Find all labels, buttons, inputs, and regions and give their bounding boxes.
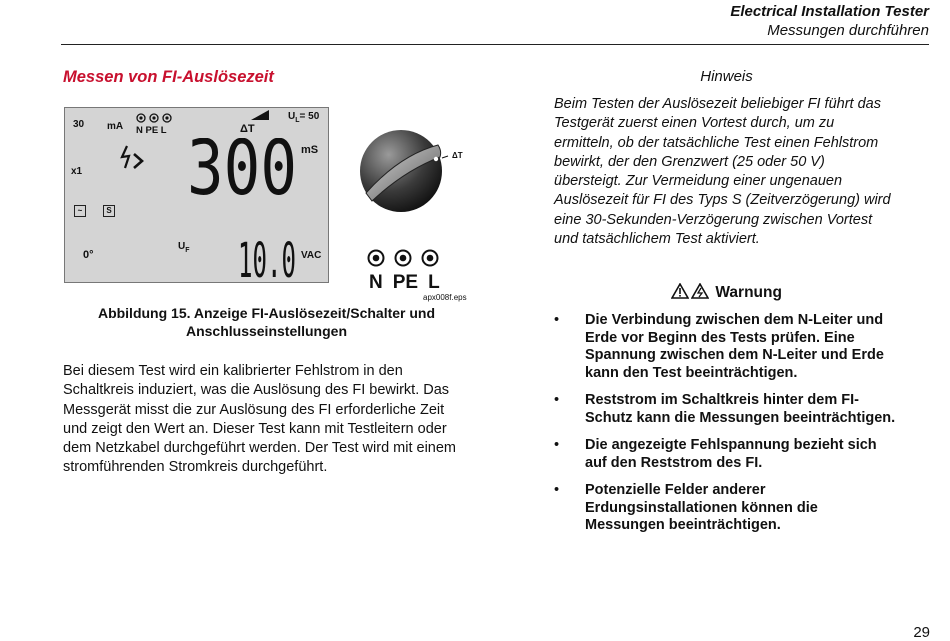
body-paragraph: Bei diesem Test wird ein kalibrierter Fehlstrom in den Schaltkreis induziert, was die Auslösung des FI bewirkt. Das Messgerät misst die zur Auslösung des FI erforderliche Zeit und zeigt den Wert an. Dieser Test kann mit Testleitern oder dem Netzkabel durchgeführt werden. Der Test wird mit einem stromführenden Stromkreis durchgeführt. (63, 363, 457, 476)
list-bullet: • (554, 312, 560, 328)
list-bullet: • (554, 482, 560, 498)
lcd-main-unit: mS (301, 144, 319, 156)
dial-delta-t-label: ΔT (452, 151, 463, 160)
terminal-symbols-icon (366, 248, 446, 270)
figure-caption: Abbildung 15. Anzeige FI-Auslösezeit/Schalter und Anschlusseinstellungen (97, 305, 436, 339)
svg-text:300: 300 (187, 138, 297, 198)
lcd-signal-icon (251, 110, 269, 120)
terminal-n: N (369, 272, 383, 293)
svg-text:10.0: 10.0 (238, 238, 296, 280)
list-item-text: Die angezeigte Fehlspannung bezieht sich auf den Reststrom des FI. (585, 437, 877, 471)
list-item-text: Die Verbindung zwischen dem N-Leiter und Erde vor Beginn des Tests prüfen. Eine Spannung zwischen dem N-Leiter und Erde kann den Test beeinträchtigen. (585, 312, 884, 381)
lcd-phase: 0° (83, 249, 94, 261)
list-item (554, 437, 899, 472)
list-item (554, 392, 899, 427)
lcd-s-box: S (103, 205, 115, 217)
warning-list (554, 312, 899, 545)
header-rule (61, 44, 929, 45)
lcd-terminal-dots-icon (136, 113, 176, 123)
lcd-ac-icon: ~ (74, 205, 86, 217)
warning-title (554, 283, 899, 302)
list-bullet: • (554, 392, 560, 408)
lcd-unit-ma: mA (107, 121, 124, 132)
list-item-text: Reststrom im Schaltkreis hinter dem FI-Schutz kann die Messungen beeinträchtigen. (585, 392, 896, 426)
lcd-multiplier: x1 (71, 166, 83, 177)
list-item (554, 312, 899, 382)
header-subtitle: Messungen durchführen (767, 22, 929, 39)
note-text: Beim Testen der Auslösezeit beliebiger FI führt das Testgerät zuerst einen Vortest durch, um zu ermitteln, ob der tatsächliche Test einen Fehlstrom bewirkt, der den Grenzwert (25 oder 50 V) übersteigt. Zur Vermeidung einer ungenauen Auslösezeit für FI des Typs S (Zeitverzögerung) wird eine 30-Sekunden-Verzögerung zwischen Vortest und tatsächlichem Test aktiviert. (554, 96, 891, 248)
note-title: Hinweis (700, 68, 753, 85)
lcd-main-readout (185, 138, 300, 198)
terminal-labels (369, 272, 450, 294)
terminal-pe: PE (392, 272, 419, 293)
lcd-display (64, 107, 329, 283)
electric-hazard-triangle-icon (691, 283, 709, 299)
lcd-secondary-unit: VAC (301, 250, 322, 261)
lcd-hazard-arrow-icon (117, 144, 149, 174)
list-item (554, 482, 899, 535)
lcd-ul-indicator: $U_L= 50$ (288, 111, 320, 124)
rotary-switch-icon (360, 125, 470, 217)
header-title: Electrical Installation Tester (730, 3, 929, 20)
lcd-secondary-readout (237, 238, 299, 280)
warning-title-text: Warnung (715, 284, 782, 301)
lcd-range-30: 30 (73, 119, 85, 130)
lcd-terminals-label: N PE L (136, 125, 167, 136)
list-item-text: Potenzielle Felder anderer Erdungsinstallationen können die Messungen beeinträchtigen. (585, 482, 818, 533)
page-number: 29 (913, 624, 930, 641)
section-title: Messen von FI-Auslösezeit (63, 68, 274, 86)
terminal-l: L (428, 272, 440, 293)
figure-file-ref: apx008f.eps (423, 293, 467, 302)
warning-triangle-icon (671, 283, 689, 299)
lcd-uf-indicator: $U_F$ (178, 241, 190, 254)
list-bullet: • (554, 437, 560, 453)
lcd-delta-t: ΔT (240, 123, 255, 135)
